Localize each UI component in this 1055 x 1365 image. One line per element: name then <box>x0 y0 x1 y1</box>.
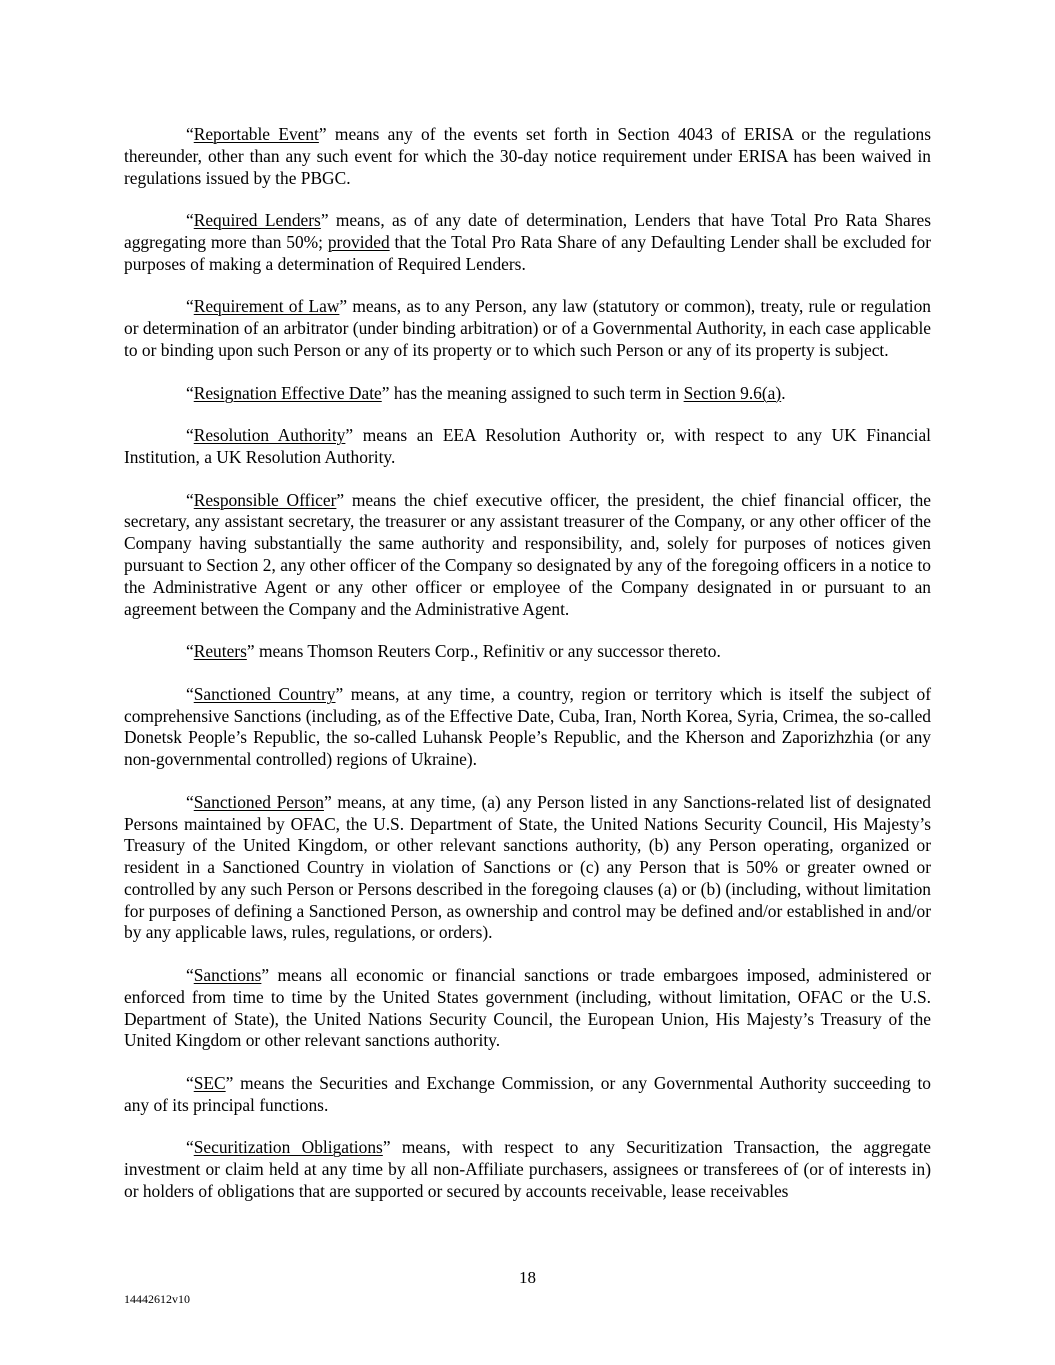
definition-sanctioned-country: “Sanctioned Country” means, at any time, a country, region or territory which is itself the subject of comprehensive Sanctions (including, as of the Effective Date, Cuba, Iran, North Korea, Syria, Crimea, the so-called Donetsk People’s Republic, the so-called Luhansk People’s Republic, and the Kherson and Zaporizhzhia (or any non-governmental controlled) regions of Ukraine). <box>124 683 931 770</box>
definition-sanctioned-person: “Sanctioned Person” means, at any time, (a) any Person listed in any Sanctions-related list of designated Persons maintained by OFAC, the U.S. Department of State, the United Nations Security Council, His Majesty’s Treasury of the United Kingdom, or other relevant sanctions authority, (b) any Person operating, organized or resident in a Sanctioned Country in violation of Sanctions or (c) any Person that is 50% or greater owned or controlled by any such Person or Persons described in the foregoing clauses (a) or (b) (including, without limitation for purposes of defining a Sanctioned Person, as ownership and control may be defined and/or established in and/or by any applicable laws, rules, regulations, or orders). <box>124 791 931 943</box>
definition-text: means the chief executive officer, the president, the chief financial officer, the secretary, any assistant secretary, the treasurer or any assistant treasurer of the Company, or any other officer of the Company having substantially the same authority and responsibility, and, solely for purposes of notices given pursuant to Section 2, any other officer of the Company so designated by any of the foregoing officers in a notice to the Administrative Agent or any other officer or employee of the Company designated in or pursuant to an agreement between the Company and the Administrative Agent. <box>124 489 931 619</box>
definition-text: means Thomson Reuters Corp., Refinitiv or any successor thereto. <box>254 641 721 662</box>
definition-reportable-event: “Reportable Event” means any of the events set forth in Section 4043 of ERISA or the regulations thereunder, other than any such event for which the 30-day notice requirement under ERISA has been waived in regulations issued by the PBGC. <box>124 124 931 188</box>
defined-term: Resignation Effective Date <box>193 382 382 403</box>
definition-text: means any of the events set forth in Section 4043 of ERISA or the regulations thereunder, other than any such event for which the 30-day notice requirement under ERISA has been waived in regulations issued by the PBGC. <box>124 124 931 188</box>
definition-text: means, with respect to any Securitization Transaction, the aggregate investment or claim held at any time by all non-Affiliate purchasers, assignees or transferees of (or of interests in) or holders of obligations that are supported or secured by accounts receivable, lease receivables <box>124 1137 932 1202</box>
definition-text: means, as of any date of determination, Lenders that have Total Pro Rata Shares aggregating more than 50%; <box>124 210 931 252</box>
definition-text: means all economic or financial sanctions or trade embargoes imposed, administered or enforced from time to time by the United States government (including, without limitation, OFAC or the U.S. Department of State), the United Nations Security Council, the European Union, His Majesty’s Treasury of the United Kingdom or other relevant sanctions authority. <box>124 965 931 1051</box>
definition-securitization-obligations: “Securitization Obligations” means, with respect to any Securitization Transaction, the aggregate investment or claim held at any time by all non-Affiliate purchasers, assignees or transferees of (or of interests in) or holders of obligations that are supported or secured by accounts receivable, lease receivables <box>124 1137 932 1202</box>
definition-text: has the meaning assigned to such term in <box>389 382 684 403</box>
defined-term: Responsible Officer <box>193 489 337 510</box>
definitions-body <box>124 124 931 1224</box>
defined-term: Resolution Authority <box>193 425 346 446</box>
definition-requirement-of-law: “Requirement of Law” means, as to any Person, any law (statutory or common), treaty, rule or regulation or determination of an arbitrator (under binding arbitration) or of a Governmental Authority, in each case applicable to or binding upon such Person or any of its property or to which such Person or any of its property is subject. <box>124 296 932 360</box>
document-id: 14442612v10 <box>124 1292 190 1306</box>
definition-resignation-effective-date: “Resignation Effective Date” has the meaning assigned to such term in Section 9.6(a). <box>186 382 786 403</box>
defined-term: Sanctioned Person <box>193 791 324 812</box>
defined-term: Reuters <box>193 641 247 662</box>
definition-text: means the Securities and Exchange Commission, or any Governmental Authority succeeding to any of its principal functions. <box>124 1073 931 1115</box>
definition-responsible-officer: “Responsible Officer” means the chief executive officer, the president, the chief financial officer, the secretary, any assistant secretary, the treasurer or any assistant treasurer of the Company, or any other officer of the Company having substantially the same authority and responsibility, and, solely for purposes of notices given pursuant to Section 2, any other officer of the Company so designated by any of the foregoing officers in a notice to the Administrative Agent or any other officer or employee of the Company designated in or pursuant to an agreement between the Company and the Administrative Agent. <box>124 489 931 619</box>
definition-text: means, as to any Person, any law (statutory or common), treaty, rule or regulation or determination of an arbitrator (under binding arbitration) or of a Governmental Authority, in each case applicable to or binding upon such Person or any of its property or to which such Person or any of its property is subject. <box>124 296 932 360</box>
definition-resolution-authority: “Resolution Authority” means an EEA Resolution Authority or, with respect to any UK Financial Institution, a UK Resolution Authority. <box>124 425 931 467</box>
defined-term: Sanctions <box>193 965 262 986</box>
definition-text: that the Total Pro Rata Share of any Defaulting Lender shall be excluded for purposes of making a determination of Required Lenders. <box>124 231 931 274</box>
definition-text: means, at any time, (a) any Person listed in any Sanctions-related list of designated Persons maintained by OFAC, the U.S. Department of State, the United Nations Security Council, His Majesty’s Treasury of the United Kingdom, or other relevant sanctions authority, (b) any Person operating, organized or resident in a Sanctioned Country in violation of Sanctions or (c) any Person that is 50% or greater owned or controlled by any such Person or Persons described in the foregoing clauses (a) or (b) (including, without limitation for purposes of defining a Sanctioned Person, as ownership and control may be defined and/or established in and/or by any applicable laws, rules, regulations, or orders). <box>124 791 931 943</box>
defined-term: Required Lenders <box>193 210 321 231</box>
defined-term: Sanctioned Country <box>193 683 336 704</box>
provided-proviso: provided <box>327 231 390 252</box>
definition-required-lenders: “Required Lenders” means, as of any date of determination, Lenders that have Total Pro Rata Shares aggregating more than 50%; provided that the Total Pro Rata Share of any Defaulting Lender shall be excluded for purposes of making a determination of Required Lenders. <box>124 210 931 274</box>
section-reference: Section 9.6(a) <box>683 382 782 403</box>
definition-reuters: “Reuters” means Thomson Reuters Corp., Refinitiv or any successor thereto. <box>186 641 721 662</box>
page-number: 18 <box>519 1268 536 1287</box>
defined-term: Requirement of Law <box>193 296 340 317</box>
defined-term: SEC <box>193 1073 226 1094</box>
defined-term: Securitization Obligations <box>193 1137 383 1158</box>
definition-text: means, at any time, a country, region or territory which is itself the subject of comprehensive Sanctions (including, as of the Effective Date, Cuba, Iran, North Korea, Syria, Crimea, the so-called Donetsk People’s Republic, the so-called Luhansk People’s Republic, and the Kherson and Zaporizhzhia (or any non-governmental controlled) regions of Ukraine). <box>124 683 931 770</box>
definition-sanctions: “Sanctions” means all economic or financial sanctions or trade embargoes imposed, administered or enforced from time to time by the United States government (including, without limitation, OFAC or the U.S. Department of State), the United Nations Security Council, the European Union, His Majesty’s Treasury of the United Kingdom or other relevant sanctions authority. <box>124 965 931 1051</box>
definition-text: means an EEA Resolution Authority or, with respect to any UK Financial Institution, a UK Resolution Authority. <box>124 425 931 467</box>
defined-term: Reportable Event <box>193 124 319 144</box>
definition-sec: “SEC” means the Securities and Exchange Commission, or any Governmental Authority succeeding to any of its principal functions. <box>124 1073 931 1115</box>
